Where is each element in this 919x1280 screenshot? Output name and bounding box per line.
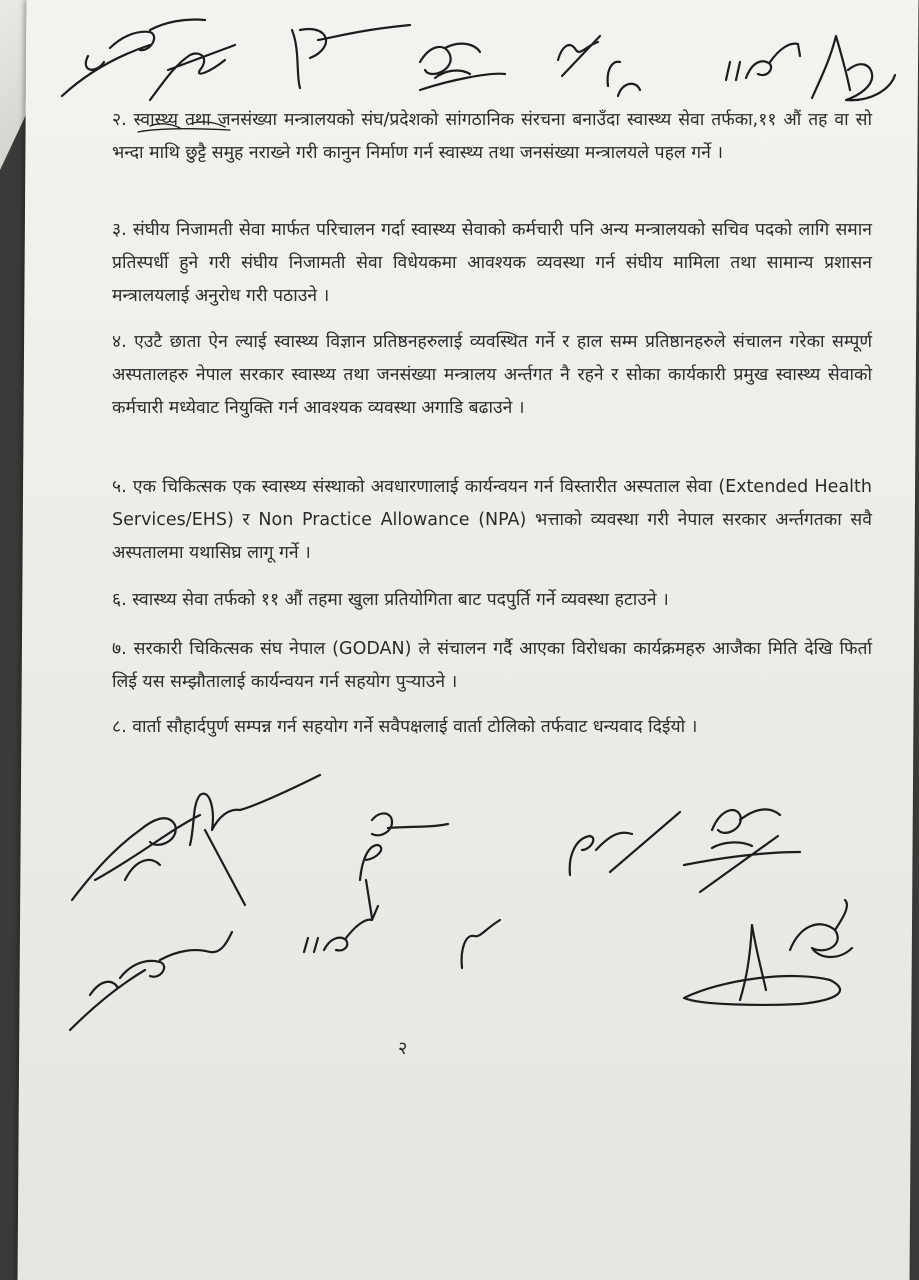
signature-top-8 (812, 36, 895, 100)
signature-top-6 (608, 62, 640, 96)
clause-7: ७. सरकारी चिकित्सक संघ नेपाल (GODAN) ले संचालन गर्दै आएका विरोधका कार्यक्रमहरु आजैका मिति देखि फिर्ता लिई यस सम्झौतालाई कार्यन्वयन गर्न सहयोग पुर्‍याउने । (112, 639, 872, 692)
clause-3: ३. संघीय निजामती सेवा मार्फत परिचालन गर्दा स्वास्थ्य सेवाको कर्मचारी पनि अन्य मन्त्रालयको सचिव पदको लागि समान प्रतिस्पर्धी हुने गरी संघीय निजामती सेवा विधेयकमा आवश्यक व्यवस्था गर्न संघीय मामिला तथा सामान्य प्रशासन मन्त्रालयलाई अनुरोध गरी पठाउने । (112, 220, 872, 306)
clause-6: ६. स्वास्थ्य सेवा तर्फको ११ औं तहमा खुला प्रतियोगिता बाट पदपुर्ति गर्ने व्यवस्था हटाउने । (112, 590, 669, 610)
signature-bottom-5 (684, 809, 800, 892)
signature-top-4 (420, 44, 505, 90)
clause-5: ५. एक चिकित्सक एक स्वास्थ्य संस्थाको अवधारणालाई कार्यन्वयन गर्न विस्तारीत अस्पताल सेवा (Extended Health Services/EHS) र Non Practice Allowance (NPA) भत्ताको व्यवस्था गरी नेपाल सरकार अर्न्तगतका सवै अस्पतालमा यथासिघ्र लागू गर्ने । (112, 477, 872, 563)
signature-bottom-4 (570, 812, 680, 875)
signature-bottom-3 (360, 813, 448, 880)
signature-bottom-1 (72, 815, 200, 900)
signature-top-1 (62, 19, 205, 96)
signature-bottom-7 (304, 880, 378, 952)
signature-top-5 (558, 36, 600, 76)
clause-4: ४. एउटै छाता ऐन ल्याई स्वास्थ्य विज्ञान प्रतिष्ठनहरुलाई व्यवस्थित गर्ने र हाल सम्म प्रतिष्ठानहरुले संचालन गरेका सम्पूर्ण अस्पतालहरु नेपाल सरकार स्वास्थ्य तथा जनसंख्या मन्त्रालय अर्न्तगत नै रहने र सोका कार्यकारी प्रमुख स्वास्थ्य सेवाको कर्मचारी मध्येवाट नियुक्ति गर्न आवश्यक व्यवस्था अगाडि बढाउने । (112, 332, 872, 418)
clause-8: ८. वार्ता सौहार्दपुर्ण सम्पन्न गर्न सहयोग गर्ने सवैपक्षलाई वार्ता टोलिको तर्फवाट धन्यवाद दिईयो । (112, 717, 698, 737)
signature-top-2 (150, 45, 235, 100)
signature-bottom-9 (684, 900, 852, 1005)
signature-top-7 (726, 44, 800, 80)
signature-bottom-2 (190, 775, 320, 905)
signature-top-3 (292, 25, 410, 88)
signature-bottom-8 (462, 920, 500, 968)
page-number: २ (398, 1038, 408, 1059)
clause-2: २. स्वास्थ्य तथा जनसंख्या मन्त्रालयको संघ/प्रदेशको सांगठानिक संरचना बनाउँदा स्वास्थ्य सेवा तर्फका,११ औं तह वा सो भन्दा माथि छुट्टै समुह नराख्ने गरी कानुन निर्माण गर्न स्वास्थ्य तथा जनसंख्या मन्त्रालयले पहल गर्ने । (112, 110, 872, 163)
signature-bottom-6 (70, 932, 232, 1030)
